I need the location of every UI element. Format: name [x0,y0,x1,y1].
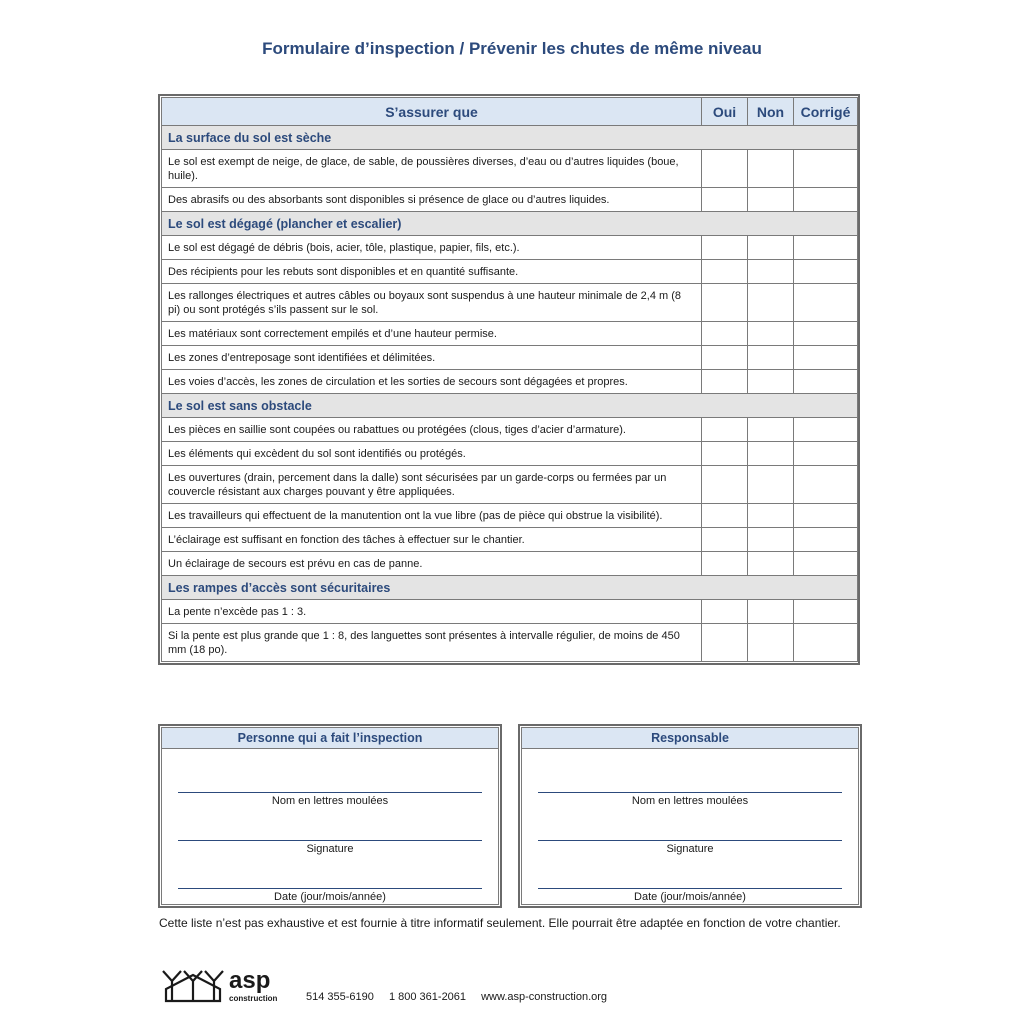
phone-local: 514 355-6190 [306,991,374,1003]
checkbox-corrige[interactable] [794,322,858,346]
checklist-item-text: Les voies d’accès, les zones de circulation et les sorties de secours sont dégagées et propres. [162,370,702,394]
responsible-date-line[interactable] [538,888,842,889]
logo-wordmark: asp [229,967,271,994]
checklist-row [162,322,858,346]
checkbox-oui[interactable] [702,528,748,552]
checklist-row [162,418,858,442]
responsible-name-line[interactable] [538,792,842,793]
checklist-row [162,552,858,576]
checkbox-corrige[interactable] [794,236,858,260]
inspector-signature-line[interactable] [178,840,482,841]
header-item: S’assurer que [162,98,702,126]
disclaimer-note: Cette liste n’est pas exhaustive et est fournie à titre informatif seulement. Elle pourrait être adaptée en fonction de votre chantier. [159,916,841,930]
checkbox-non[interactable] [748,466,794,504]
responsible-name-label: Nom en lettres moulées [631,795,749,807]
logo-subtitle: construction [229,994,278,1003]
section-title: Le sol est sans obstacle [162,394,858,418]
checklist-item-text: Les pièces en saillie sont coupées ou rabattues ou protégées (clous, tiges d’acier d’armature). [162,418,702,442]
checkbox-corrige[interactable] [794,528,858,552]
checkbox-non[interactable] [748,552,794,576]
section-row [162,394,858,418]
checklist-row [162,624,858,662]
checkbox-non[interactable] [748,442,794,466]
checkbox-oui[interactable] [702,322,748,346]
checklist-item-text: Les travailleurs qui effectuent de la manutention ont la vue libre (pas de pièce qui obstrue la visibilité). [162,504,702,528]
checkbox-corrige[interactable] [794,418,858,442]
checkbox-oui[interactable] [702,624,748,662]
checklist-item-text: L’éclairage est suffisant en fonction des tâches à effectuer sur le chantier. [162,528,702,552]
responsible-header: Responsable [522,728,858,749]
section-row [162,212,858,236]
checkbox-non[interactable] [748,370,794,394]
asp-logo [160,965,290,1007]
checklist-item-text: Des récipients pour les rebuts sont disponibles et en quantité suffisante. [162,260,702,284]
checklist-row [162,600,858,624]
checklist-table [158,94,860,665]
inspector-date-line[interactable] [178,888,482,889]
checkbox-corrige[interactable] [794,442,858,466]
page-title: Formulaire d’inspection / Prévenir les chutes de même niveau [262,39,762,58]
checklist-row [162,188,858,212]
inspector-date-label: Date (jour/mois/année) [274,891,386,903]
checklist-item-text: Les rallonges électriques et autres câbles ou boyaux sont suspendus à une hauteur minimale de 2,4 m (8 pi) ou sont protégés s’ils passent sur le sol. [162,284,702,322]
checkbox-non[interactable] [748,150,794,188]
checkbox-non[interactable] [748,236,794,260]
section-title: Les rampes d’accès sont sécuritaires [162,576,858,600]
checkbox-oui[interactable] [702,600,748,624]
checkbox-oui[interactable] [702,284,748,322]
checkbox-corrige[interactable] [794,284,858,322]
checkbox-non[interactable] [748,322,794,346]
checkbox-non[interactable] [748,188,794,212]
checkbox-oui[interactable] [702,552,748,576]
checklist-row [162,150,858,188]
checkbox-oui[interactable] [702,260,748,284]
checkbox-corrige[interactable] [794,466,858,504]
checkbox-oui[interactable] [702,442,748,466]
inspector-name-label: Nom en lettres moulées [271,795,389,807]
checklist-row [162,284,858,322]
checklist-row [162,504,858,528]
checkbox-non[interactable] [748,624,794,662]
checklist-item-text: Des abrasifs ou des absorbants sont disponibles si présence de glace ou d’autres liquides. [162,188,702,212]
checkbox-corrige[interactable] [794,260,858,284]
section-title: Le sol est dégagé (plancher et escalier) [162,212,858,236]
checkbox-corrige[interactable] [794,188,858,212]
checklist-item-text: Le sol est dégagé de débris (bois, acier, tôle, plastique, papier, fils, etc.). [162,236,702,260]
checklist-item-text: Les ouvertures (drain, percement dans la dalle) sont sécurisées par un garde-corps ou fermées par un couvercle résistant aux charges pouvant y être appliquées. [162,466,702,504]
checklist-item-text: Le sol est exempt de neige, de glace, de sable, de poussières diverses, d’eau ou d’autres liquides (boue, huile). [162,150,702,188]
inspector-signature-box [158,724,502,908]
checkbox-oui[interactable] [702,346,748,370]
checkbox-oui[interactable] [702,188,748,212]
responsible-signature-label: Signature [666,843,714,855]
checkbox-oui[interactable] [702,150,748,188]
checklist-row [162,466,858,504]
section-row [162,126,858,150]
checklist-item-text: Si la pente est plus grande que 1 : 8, des languettes sont présentes à intervalle régulier, de moins de 450 mm (18 po). [162,624,702,662]
checkbox-non[interactable] [748,418,794,442]
asp-logo-icon [160,965,226,1005]
checkbox-corrige[interactable] [794,370,858,394]
checklist-row [162,346,858,370]
header-corrige: Corrigé [794,98,858,126]
checkbox-corrige[interactable] [794,600,858,624]
section-row [162,576,858,600]
checkbox-corrige[interactable] [794,150,858,188]
inspector-header: Personne qui a fait l’inspection [162,728,498,749]
checklist-row [162,260,858,284]
responsible-signature-line[interactable] [538,840,842,841]
checkbox-corrige[interactable] [794,346,858,370]
checkbox-oui[interactable] [702,504,748,528]
checklist-item-text: Les éléments qui excèdent du sol sont identifiés ou protégés. [162,442,702,466]
table-header-row [162,98,858,126]
inspector-name-line[interactable] [178,792,482,793]
checklist-row [162,528,858,552]
checkbox-corrige[interactable] [794,624,858,662]
header-non: Non [748,98,794,126]
checkbox-non[interactable] [748,346,794,370]
checkbox-non[interactable] [748,528,794,552]
checklist-item-text: Les zones d’entreposage sont identifiées et délimitées. [162,346,702,370]
checkbox-oui[interactable] [702,370,748,394]
checklist-row [162,236,858,260]
website-link[interactable]: www.asp-construction.org [481,991,608,1003]
checklist-row [162,442,858,466]
responsible-date-label: Date (jour/mois/année) [634,891,746,903]
checkbox-oui[interactable] [702,418,748,442]
checkbox-oui[interactable] [702,236,748,260]
checkbox-non[interactable] [748,260,794,284]
contact-info [306,991,619,1003]
checklist-item-text: Les matériaux sont correctement empilés et d’une hauteur permise. [162,322,702,346]
checklist-item-text: Un éclairage de secours est prévu en cas de panne. [162,552,702,576]
checkbox-corrige[interactable] [794,552,858,576]
inspector-signature-label: Signature [306,843,354,855]
section-title: La surface du sol est sèche [162,126,858,150]
header-oui: Oui [702,98,748,126]
phone-tollfree: 1 800 361-2061 [388,991,467,1003]
checklist-item-text: La pente n’excède pas 1 : 3. [162,600,702,624]
checkbox-oui[interactable] [702,466,748,504]
checkbox-corrige[interactable] [794,504,858,528]
responsible-signature-box [518,724,862,908]
checklist-row [162,370,858,394]
checkbox-non[interactable] [748,504,794,528]
checkbox-non[interactable] [748,284,794,322]
checkbox-non[interactable] [748,600,794,624]
